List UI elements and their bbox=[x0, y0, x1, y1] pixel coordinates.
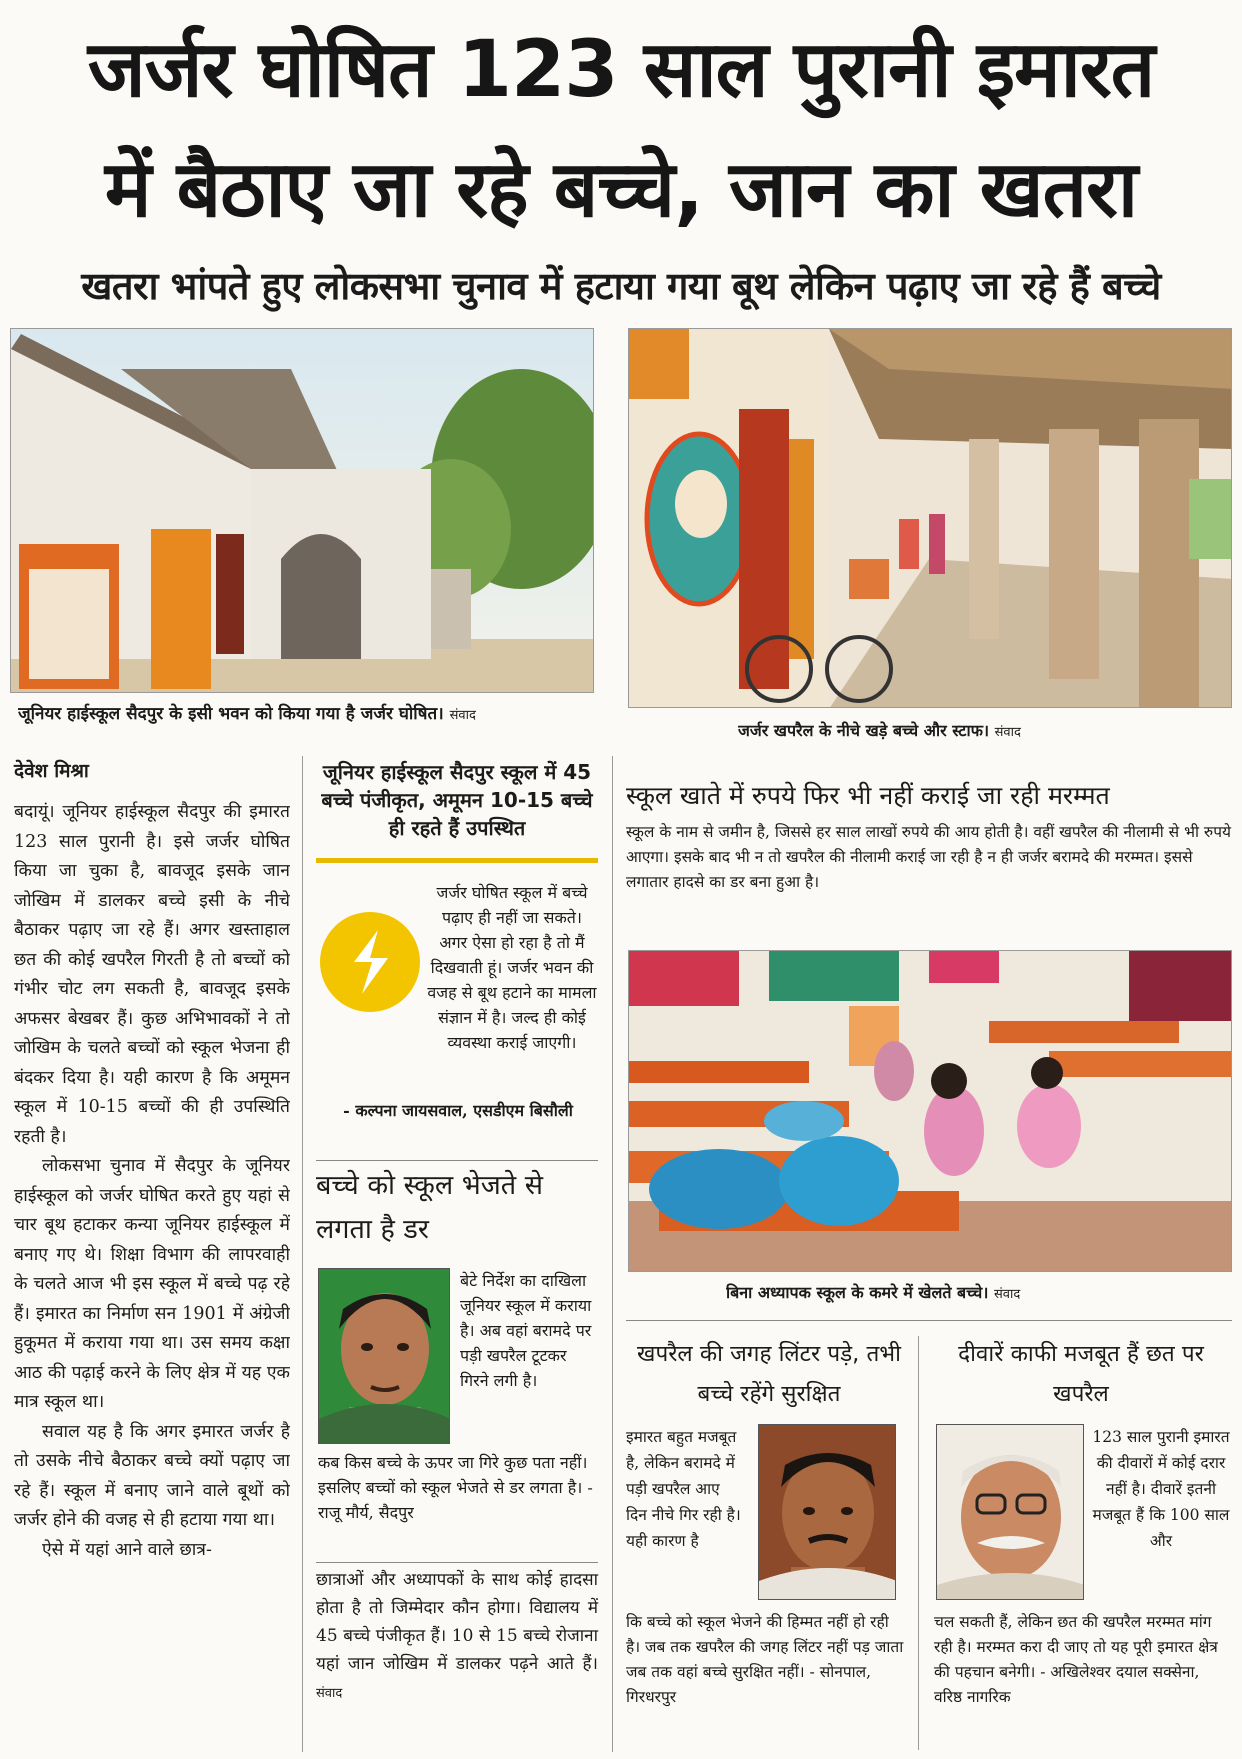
repair-story-text: स्कूल के नाम से जमीन है, जिससे हर साल लाखों रुपये की आय होती है। वहीं खपरैल की नीलामी से भी रुपये आएगा। इसके बाद भी न तो खपरैल की नीलामी कराई जा रही है न ही जर्जर बरामदे की मरम्मत। इससे लगातार हादसे का डर बना हुआ है। bbox=[626, 823, 1231, 891]
section-divider bbox=[316, 1562, 598, 1563]
akhileshwar-box-headline: दीवारें काफी मजबूत हैं छत पर खपरैल bbox=[958, 1341, 1204, 1407]
left-photo-caption: जूनियर हाईस्कूल सैदपुर के इसी भवन को किया गया है जर्जर घोषित। संवाद bbox=[18, 704, 476, 724]
fear-quote-below: कब किस बच्चे के ऊपर जा गिरे कुछ पता नहीं। इसलिए बच्चों को स्कूल भेजते से डर लगता है। - राजू मौर्य, सैदपुर bbox=[318, 1453, 593, 1522]
classroom-photo-caption: बिना अध्यापक स्कूल के कमरे में खेलते बच्चे। संवाद bbox=[726, 1283, 1021, 1302]
headline-line-2: में बैठाए जा रहे बच्चे, जान का खतरा bbox=[104, 145, 1138, 235]
photo-credit: संवाद bbox=[993, 1287, 1021, 1302]
byline: देवेश मिश्रा bbox=[14, 760, 89, 782]
photo-credit: संवाद bbox=[449, 708, 476, 723]
amar-ujala-logo bbox=[318, 910, 422, 1014]
fear-headline: बच्चे को स्कूल भेजते से लगता है डर bbox=[316, 1170, 544, 1245]
main-story-text bbox=[14, 798, 290, 1753]
sonpal-box-headline: खपरैल की जगह लिंटर पड़े, तभी बच्चे रहेंगे सुरक्षित bbox=[637, 1341, 901, 1407]
akhileshwar-quote-below: चल सकती हैं, लेकिन छत की खपरैल मरम्मत मांग रही है। मरम्मत करा दी जाए तो यह पूरी इमारत क्षेत्र की पहचान बनेगी। - अखिलेश्वर दयाल सक्सेना, वरिष्ठ नागरिक bbox=[934, 1613, 1218, 1706]
main-story-continuation: छात्राओं और अध्यापकों के साथ कोई हादसा होता है तो जिम्मेदार कौन होगा। विद्यालय में 45 बच्चे पंजीकृत हैं। 10 से 15 बच्चे रोजाना यहां जान जोखिम में डालकर पढ़ने आते हैं। संवाद bbox=[316, 1570, 598, 1701]
column-divider bbox=[612, 756, 613, 1752]
headline-line-1: जर्जर घोषित 123 साल पुरानी इमारत bbox=[87, 25, 1155, 115]
fear-quote-side: बेटे निर्देश का दाखिला जूनियर स्कूल में कराया है। अब वहां बरामदे पर पड़ी खपरैल टूटकर गिरने लगी है। bbox=[460, 1271, 592, 1390]
subheadline: खतरा भांपते हुए लोकसभा चुनाव में हटाया गया बूथ लेकिन पढ़ाए जा रहे हैं बच्चे bbox=[81, 264, 1161, 308]
yellow-rule bbox=[316, 858, 598, 863]
sonpal-portrait bbox=[758, 1424, 896, 1600]
photo-credit: संवाद bbox=[316, 1686, 343, 1701]
enrollment-box-title: जूनियर हाईस्कूल सैदपुर स्कूल में 45 बच्चे पंजीकृत, अमूमन 10-15 बच्चे ही रहते हैं उपस्थित bbox=[321, 760, 593, 840]
sdm-attribution: - कल्पना जायसवाल, एसडीएम बिसौली bbox=[343, 1101, 573, 1120]
main-story-paragraph: सवाल यह है कि अगर इमारत जर्जर है तो उसके नीचे बैठाकर बच्चे क्यों पढ़ाए जा रहे हैं। स्कूल में बनाए जाने वाले बूथों को जर्जर होने की वजह से ही हटाया गया था। bbox=[14, 1421, 290, 1530]
sonpal-quote-side: इमारत बहुत मजबूत है, लेकिन बरामदे में पड़ी खपरैल आए दिन नीचे गिर रही है। यही कारण है bbox=[626, 1428, 741, 1550]
photo-credit: संवाद bbox=[994, 725, 1021, 740]
main-story-paragraph: ऐसे में यहां आने वाले छात्र- bbox=[42, 1539, 212, 1560]
raju-maurya-portrait bbox=[318, 1268, 450, 1444]
section-divider bbox=[316, 1160, 598, 1161]
veranda-photo bbox=[628, 328, 1232, 708]
main-story-paragraph: लोकसभा चुनाव में सैदपुर के जूनियर हाईस्कूल को जर्जर घोषित करते हुए यहां से चार बूथ हटाकर कन्या जूनियर हाईस्कूल में बनाए गए थे। शिक्षा विभाग की लापरवाही के चलते आज भी इस स्कूल में बच्चे पढ़ रहे हैं। इमारत का निर्माण सन 1901 में अंग्रेजी हुकूमत में कराया गया था। उस समय कक्षा आठ की पढ़ाई करने के लिए क्षेत्र में यह एक मात्र स्कूल था। bbox=[14, 1156, 290, 1412]
right-photo-caption: जर्जर खपरैल के नीचे खड़े बच्चे और स्टाफ। संवाद bbox=[738, 721, 1021, 740]
school-building-photo bbox=[10, 328, 594, 693]
column-divider bbox=[302, 756, 303, 1752]
sonpal-quote-below: कि बच्चे को स्कूल भेजने की हिम्मत नहीं हो रही है। जब तक खपरैल की जगह लिंटर नहीं पड़ जाता जब तक वहां बच्चे सुरक्षित नहीं। - सोनपाल, गिरधरपुर bbox=[626, 1613, 904, 1706]
akhileshwar-portrait bbox=[936, 1424, 1084, 1600]
column-divider bbox=[918, 1336, 919, 1750]
repair-story-headline: स्कूल खाते में रुपये फिर भी नहीं कराई जा रही मरम्मत bbox=[626, 781, 1110, 810]
classroom-photo bbox=[628, 950, 1232, 1272]
section-divider bbox=[626, 1320, 1232, 1321]
main-story-paragraph: बदायूं। जूनियर हाईस्कूल सैदपुर की इमारत 123 साल पुरानी है। इसे जर्जर घोषित किया जा चुका है, बावजूद इसके जान जोखिम में डालकर बच्चे इसी के नीचे बैठाकर पढ़ाए जा रहे हैं। अगर खस्ताहाल छत की कोई खपरैल गिरती है तो बच्चों को गंभीर चोट लग सकती है, बावजूद इसके अफसर बेखबर हैं। कुछ अभिभावकों ने तो जोखिम के चलते बच्चों को स्कूल भेजना ही बंदकर दिया है। यही कारण है कि अमूमन स्कूल में 10-15 बच्चों की ही उपस्थिति रहती है। bbox=[14, 802, 290, 1147]
akhileshwar-quote-side: 123 साल पुरानी इमारत की दीवारों में कोई दरार नहीं है। दीवारें इतनी मजबूत हैं कि 100 साल और bbox=[1092, 1428, 1230, 1550]
sdm-quote: जर्जर घोषित स्कूल में बच्चे पढ़ाए ही नहीं जा सकते। अगर ऐसा हो रहा है तो मैं दिखवाती हूं। जर्जर भवन की वजह से बूथ हटाने का मामला संज्ञान में है। जल्द ही कोई व्यवस्था कराई जाएगी। bbox=[427, 883, 597, 1052]
